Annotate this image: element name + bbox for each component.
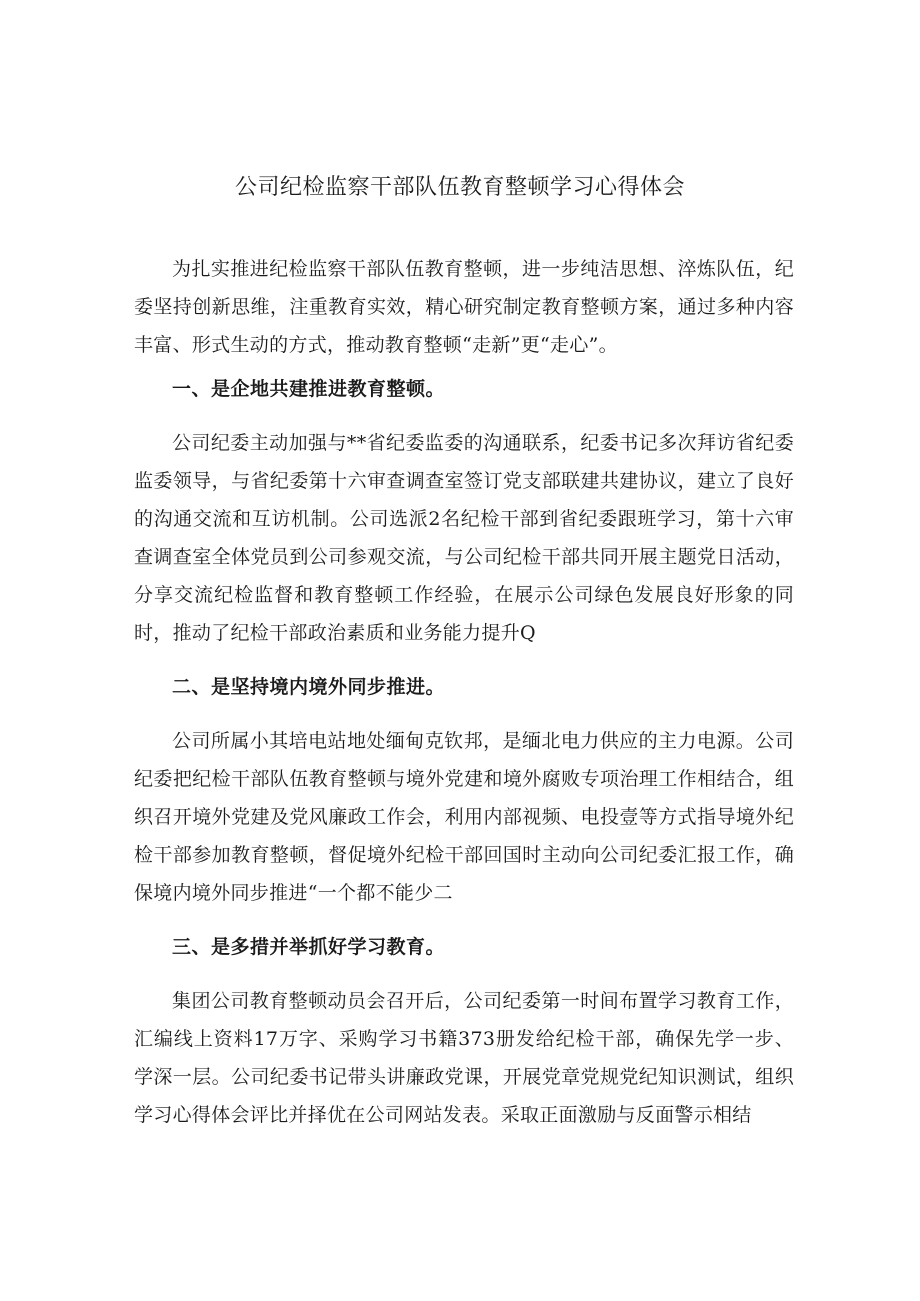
intro-paragraph: 为扎实推进纪检监察干部队伍教育整顿，进一步纯洁思想、淬炼队伍，纪委坚持创新思维，注重教育实效，精心研究制定教育整顿方案，通过多种内容丰富、形式生动的方式，推动教育整顿“走新”更“走心”。 [134, 258, 794, 356]
section-1-paragraph: 公司纪委主动加强与**省纪委监委的沟通联系，纪委书记多次拜访省纪委监委领导，与省纪委第十六审查调查室签订党支部联建共建协议，建立了良好的沟通交流和互访机制。公司选派2名纪检干部到省纪委跟班学习，第十六审查调查室全体党员到公司参观交流，与公司纪检干部共同开展主题党日活动，分享交流纪检监督和教育整顿工作经验，在展示公司绿色发展良好形象的同时，推动了纪检干部政治素质和业务能力提升Q [134, 432, 794, 644]
section-1-heading: 一、是企地共建推进教育整顿。 [172, 378, 446, 400]
section-2-paragraph: 公司所属小其培电站地处缅甸克钦邦，是缅北电力供应的主力电源。公司纪委把纪检干部队伍教育整顿与境外党建和境外腐败专项治理工作相结合，组织召开境外党建及党风廉政工作会，利用内部视频、电投壹等方式指导境外纪检干部参加教育整顿，督促境外纪检干部回国时主动向公司纪委汇报工作，确保境内境外同步推进“一个都不能少二 [134, 730, 794, 904]
section-3-heading: 三、是多措并举抓好学习教育。 [172, 936, 446, 958]
section-3-paragraph: 集团公司教育整顿动员会召开后，公司纪委第一时间布置学习教育工作，汇编线上资料17万字、采购学习书籍373册发给纪检干部，确保先学一步、学深一层。公司纪委书记带头讲廉政党课，开展党章党规党纪知识测试，组织学习心得体会评比并择优在公司网站发表。采取正面激励与反面警示相结 [134, 990, 794, 1126]
document-title: 公司纪检监察干部队伍教育整顿学习心得体会 [234, 175, 685, 200]
section-2-heading: 二、是坚持境内境外同步推进。 [172, 676, 446, 698]
document-body [134, 250, 794, 1134]
